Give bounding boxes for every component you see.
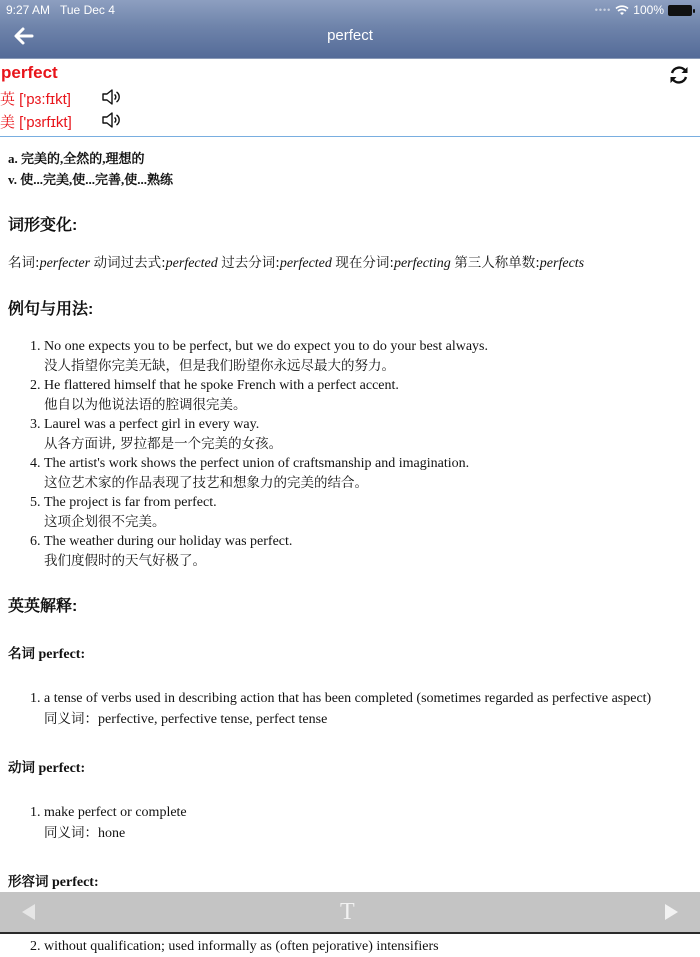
form-label: 动词过去式: (93, 255, 166, 271)
synonyms: perfective, perfective tense, perfect tense (98, 712, 328, 727)
battery-percent: 100% (633, 3, 664, 17)
pos-label: 名词 (8, 646, 35, 662)
battery-icon (668, 5, 692, 16)
example-item (44, 337, 692, 376)
form-label: 现在分词: (335, 255, 394, 271)
noun-definitions (8, 689, 692, 730)
form-label: 过去分词: (221, 255, 280, 271)
pos-word: perfect: (52, 875, 99, 890)
signal-icon: •••• (594, 5, 612, 15)
bottom-toolbar (0, 892, 700, 934)
example-en: 3. Laurel was a perfect girl in every way. (44, 417, 260, 432)
form-value: perfecting (393, 256, 451, 271)
examples-heading: 例句与用法: (8, 301, 94, 318)
example-en: 4. The artist's work shows the perfect union of craftsmanship and imagination. (44, 456, 470, 471)
navigation-bar (0, 0, 700, 59)
example-zh: 他自以为他说法语的腔调很完美。 (44, 396, 247, 413)
word-forms (8, 253, 692, 274)
definition-item (44, 689, 692, 730)
form-label: 名词: (8, 255, 40, 271)
definition-item (44, 803, 692, 844)
status-bar (0, 0, 700, 20)
headword: perfect (1, 63, 58, 82)
pos-heading-noun (8, 642, 692, 663)
form-value: perfects (539, 256, 585, 271)
example-item (44, 454, 692, 493)
pos-label: 动词 (8, 760, 35, 776)
refresh-icon[interactable] (668, 64, 690, 86)
meaning-verb: v. 使...完美,使...完善,使...熟练 (8, 172, 174, 187)
synonyms: hone (98, 826, 126, 841)
synonym-label: 同义词： (44, 711, 98, 727)
example-zh: 这位艺术家的作品表现了技艺和想象力的完美的结合。 (44, 474, 368, 491)
example-item (44, 532, 692, 571)
example-en: 6. The weather during our holiday was perfect. (44, 534, 293, 549)
previous-arrow-icon[interactable] (22, 904, 35, 920)
synonym-label: 同义词： (44, 825, 98, 841)
example-zh: 从各方面讲, 罗拉都是一个完美的女孩。 (44, 435, 283, 452)
example-zh: 没人指望你完美无缺，但是我们盼望你永远尽最大的努力。 (44, 357, 395, 374)
page-title: perfect (327, 27, 373, 44)
definition-text: 1. make perfect or complete (44, 805, 187, 820)
example-en: 5. The project is far from perfect. (44, 495, 217, 510)
example-item (44, 493, 692, 532)
status-time: 9:27 AM (6, 3, 51, 17)
example-en: 1. No one expects you to be perfect, but we do expect you to do your best always. (44, 339, 488, 354)
pos-word: perfect: (38, 647, 86, 662)
speaker-icon-uk[interactable] (101, 88, 121, 106)
form-value: perfected (279, 256, 332, 271)
form-value: perfecter (39, 256, 91, 271)
forms-heading: 词形变化: (8, 217, 78, 234)
speaker-icon-us[interactable] (101, 111, 121, 129)
pos-label: 形容词 (8, 874, 49, 890)
form-value: perfected (165, 256, 218, 271)
word-header (0, 59, 700, 137)
example-item (44, 415, 692, 454)
definition-content[interactable] (0, 138, 700, 954)
basic-meanings (8, 148, 692, 190)
example-item (44, 376, 692, 415)
pos-heading-verb (8, 756, 692, 777)
english-heading: 英英解释: (8, 598, 78, 615)
us-pronunciation: 美 ['pɜrfɪkt] (0, 114, 72, 131)
meaning-adjective: a. 完美的,全然的,理想的 (8, 151, 145, 166)
definition-item (44, 937, 692, 957)
status-date: Tue Dec 4 (60, 3, 115, 17)
verb-definitions (8, 803, 692, 844)
text-size-button[interactable]: T (340, 899, 355, 925)
definition-text: 2. without qualification; used informally as (often pejorative) intensifiers (44, 939, 439, 954)
example-en: 2. He flattered himself that he spoke French with a perfect accent. (44, 378, 399, 393)
form-label: 第三人称单数: (454, 255, 540, 271)
pos-word: perfect: (38, 761, 86, 776)
next-arrow-icon[interactable] (665, 904, 678, 920)
pos-heading-adjective (8, 870, 692, 891)
examples-list (8, 337, 692, 571)
definition-text: 1. a tense of verbs used in describing action that has been completed (sometimes regarded as perfective aspect) (44, 691, 652, 706)
uk-pronunciation: 英 ['pɜ:fɪkt] (0, 91, 71, 108)
example-zh: 我们度假时的天气好极了。 (44, 552, 206, 569)
wifi-icon (615, 5, 629, 16)
example-zh: 这项企划很不完美。 (44, 513, 166, 530)
